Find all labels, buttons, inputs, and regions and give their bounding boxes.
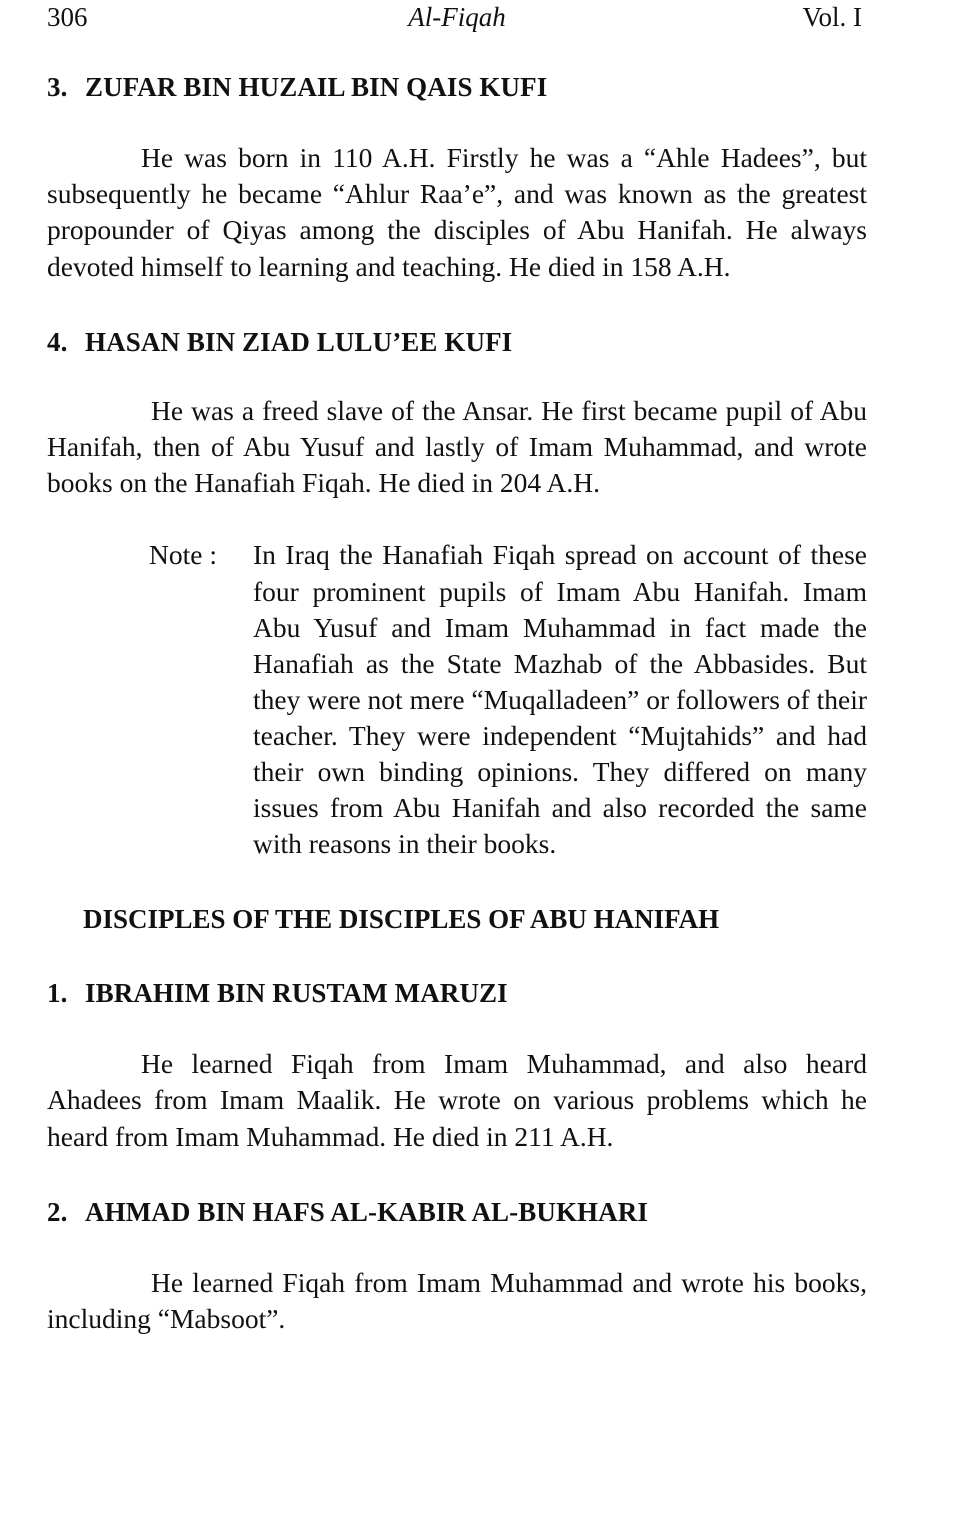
disciple-heading-2 (47, 1195, 867, 1229)
section-number: 2. (47, 1196, 68, 1227)
note-block (149, 537, 867, 862)
disciple-heading-1 (47, 976, 867, 1010)
section-heading-4 (47, 325, 867, 359)
volume-label: Vol. I (802, 2, 862, 32)
section-title: HASAN BIN ZIAD LULU’EE KUFI (85, 326, 513, 357)
disciples-heading: DISCIPLES OF THE DISCIPLES OF ABU HANIFAH (83, 904, 720, 935)
section-paragraph-4: He was a freed slave of the Ansar. He first became pupil of Abu Hanifah, then of Abu Yusuf and lastly of Imam Muhammad, and wrote books on the Hanafiah Fiqah. He died in 204 A.H. (47, 394, 867, 499)
page-number: 306 (47, 2, 88, 32)
section-paragraph-3: He was born in 110 A.H. Firstly he was a “Ahle Hadees”, but subsequently he became “Ahlur Raa’e”, and was known as the greatest propounder of Qiyas among the disciples of Abu Hanifah. He always devoted himself to learning and teaching. He died in 158 A.H. (47, 142, 867, 282)
section-heading-3 (47, 70, 867, 104)
section-number: 3. (47, 72, 68, 102)
section-title: IBRAHIM BIN RUSTAM MARUZI (85, 978, 508, 1009)
book-page (47, 0, 867, 1337)
section-number: 1. (47, 978, 68, 1009)
note-text: In Iraq the Hanafiah Fiqah spread on account of these four prominent pupils of Imam Abu Hanifah. Imam Abu Yusuf and Imam Muhammad in fact made the Hanafiah as the State Mazhab of the Abbasides. But they were not mere “Muqalladeen” or followers of their teacher. They were independent “Mujtahids” and had their own binding opinions. They differed on many issues from Abu Hanifah and also recorded the same with reasons in their books. (253, 539, 867, 860)
section-number: 4. (47, 326, 68, 357)
disciple-paragraph-1: He learned Fiqah from Imam Muhammad, and also heard Ahadees from Imam Maalik. He wrote on various problems which he heard from Imam Muhammad. He died in 211 A.H. (47, 1048, 867, 1152)
note-label: Note : (149, 539, 217, 571)
section-title: ZUFAR BIN HUZAIL BIN QAIS KUFI (85, 72, 548, 102)
section-title: AHMAD BIN HAFS AL-KABIR AL-BUKHARI (85, 1196, 648, 1227)
running-header (47, 0, 867, 36)
book-title: Al-Fiqah (408, 2, 506, 32)
disciple-paragraph-2: He learned Fiqah from Imam Muhammad and wrote his books, including “Mabsoot”. (47, 1266, 867, 1335)
